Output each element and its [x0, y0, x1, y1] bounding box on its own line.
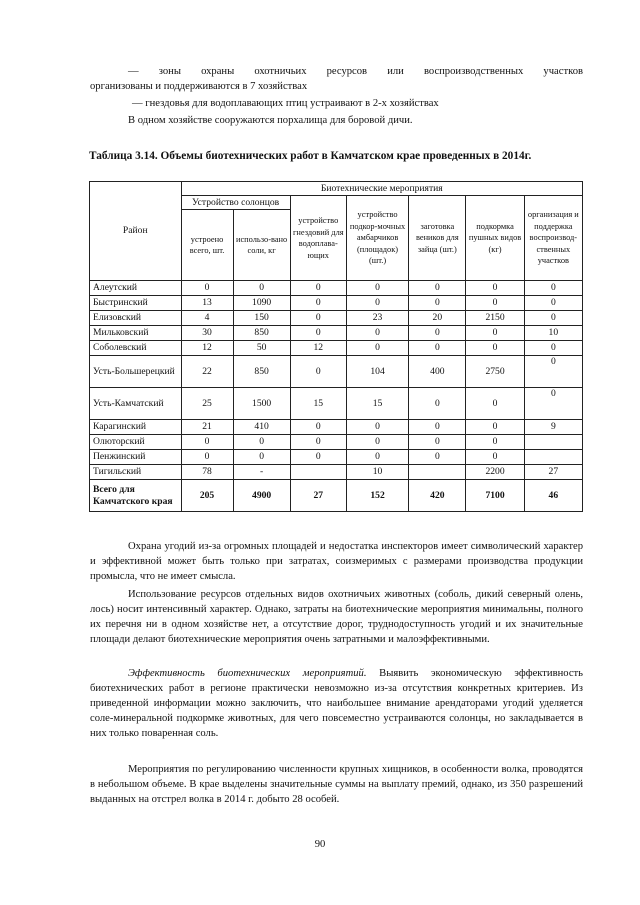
table-row — [90, 311, 583, 326]
row-cell: 0 — [290, 326, 346, 341]
row-cell: 400 — [409, 356, 466, 388]
intro-line-4: В одном хозяйстве сооружаются порхалища для боровой дичи. — [128, 115, 413, 126]
total-cell: 420 — [409, 480, 466, 512]
row-cell: 0 — [346, 281, 408, 296]
row-cell: 0 — [409, 388, 466, 420]
row-region: Тигильский — [90, 465, 182, 480]
row-cell: 4 — [181, 311, 233, 326]
row-cell: 0 — [409, 326, 466, 341]
row-cell: 1500 — [233, 388, 290, 420]
total-cell: 46 — [524, 480, 582, 512]
row-cell: - — [233, 465, 290, 480]
row-cell: 0 — [409, 450, 466, 465]
row-cell: 10 — [346, 465, 408, 480]
row-region: Усть-Большерецкий — [90, 356, 182, 388]
intro-line-3: — гнездовья для водоплавающих птиц устраивают в 2-х хозяйствах — [132, 98, 439, 109]
row-region: Елизовский — [90, 311, 182, 326]
row-cell: 13 — [181, 296, 233, 311]
row-cell: 0 — [233, 281, 290, 296]
row-cell: 0 — [181, 281, 233, 296]
page-number: 90 — [314, 839, 326, 850]
total-cell: 27 — [290, 480, 346, 512]
total-cell: 4900 — [233, 480, 290, 512]
row-cell: 0 — [181, 450, 233, 465]
row-cell: 78 — [181, 465, 233, 480]
header-fur-feed: подкормка пушных видов (кг) — [466, 196, 524, 281]
row-region: Усть-Камчатский — [90, 388, 182, 420]
row-region: Быстринский — [90, 296, 182, 311]
header-built: устроено всего, шт. — [181, 210, 233, 281]
row-cell: 0 — [466, 341, 524, 356]
row-cell: 23 — [346, 311, 408, 326]
row-cell: 0 — [290, 435, 346, 450]
row-cell: 850 — [233, 326, 290, 341]
header-salt-used: использо-вано соли, кг — [233, 210, 290, 281]
table-row — [90, 435, 583, 450]
row-cell: 20 — [409, 311, 466, 326]
table-row — [90, 356, 583, 388]
row-region: Олюторский — [90, 435, 182, 450]
paragraph-3-text: Выявить экономическую эффективность биотехнических работ в регионе практически невозможно из-за отсутствия конкретных критериев. Из приведенной информации можно заключить, что наибольшее внимание арендаторами угодий уделяется соле-минеральной подкормке животных, для чего повсеместно устраиваются солонцы, но закладывается в них только поваренная соль. — [90, 668, 583, 739]
row-cell: 0 — [346, 420, 408, 435]
row-cell: 0 — [466, 281, 524, 296]
header-nests: устройство гнездовий для водоплава-ющих — [290, 196, 346, 281]
header-group: Биотехнические мероприятия — [181, 182, 582, 196]
row-cell: 0 — [524, 341, 582, 356]
row-cell: 0 — [290, 356, 346, 388]
total-region: Всего для Камчатского края — [90, 480, 182, 512]
row-cell: 21 — [181, 420, 233, 435]
row-cell: 0 — [466, 296, 524, 311]
row-cell: 0 — [524, 296, 582, 311]
row-cell: 0 — [466, 450, 524, 465]
paragraph-3-heading: Эффективность биотехнических мероприятий. — [128, 668, 367, 679]
row-cell: 2150 — [466, 311, 524, 326]
row-cell: 0 — [346, 435, 408, 450]
row-cell: 1090 — [233, 296, 290, 311]
row-cell: 0 — [290, 311, 346, 326]
table-row — [90, 465, 583, 480]
row-cell: 15 — [290, 388, 346, 420]
row-cell: 150 — [233, 311, 290, 326]
row-cell: 2200 — [466, 465, 524, 480]
row-cell: 22 — [181, 356, 233, 388]
table-row — [90, 341, 583, 356]
row-cell: 15 — [346, 388, 408, 420]
header-feeders: устройство подкор-мочных амбарчиков (площадок) (шт.) — [346, 196, 408, 281]
row-cell — [409, 465, 466, 480]
row-cell: 0 — [233, 450, 290, 465]
row-cell: 10 — [524, 326, 582, 341]
row-cell: 30 — [181, 326, 233, 341]
biotech-table — [89, 181, 583, 512]
row-cell: 0 — [346, 326, 408, 341]
row-region: Мильковский — [90, 326, 182, 341]
paragraph-3 — [90, 666, 583, 741]
table-row — [90, 296, 583, 311]
row-region: Пенжинский — [90, 450, 182, 465]
header-brooms: заготовка веников для зайца (шт.) — [409, 196, 466, 281]
row-cell: 0 — [466, 388, 524, 420]
row-cell: 0 — [233, 435, 290, 450]
row-cell: 0 — [466, 326, 524, 341]
row-cell: 27 — [524, 465, 582, 480]
row-cell: 0 — [290, 296, 346, 311]
row-cell: 25 — [181, 388, 233, 420]
table-row — [90, 281, 583, 296]
table-row — [90, 450, 583, 465]
row-cell: 2750 — [466, 356, 524, 388]
row-region: Соболевский — [90, 341, 182, 356]
total-cell: 205 — [181, 480, 233, 512]
paragraph-2 — [90, 587, 583, 647]
row-cell: 0 — [346, 296, 408, 311]
total-cell: 152 — [346, 480, 408, 512]
row-cell — [524, 450, 582, 465]
row-cell: 9 — [524, 420, 582, 435]
row-cell: 850 — [233, 356, 290, 388]
row-cell: 0 — [466, 420, 524, 435]
table-row — [90, 388, 583, 420]
row-cell: 0 — [290, 281, 346, 296]
paragraph-2-text: Использование ресурсов отдельных видов охотничьих животных (соболь, дикий северный олень, лось) носит интенсивный характер. Однако, затраты на биотехнические мероприятия минимальны, полного их перечня ни в одном хозяйстве нет, а отсутствие дорог, труднодоступность угодий и их значительные площади делают биотехнические мероприятия очень затратными и малоэффективными. — [90, 589, 583, 645]
row-cell: 104 — [346, 356, 408, 388]
row-cell: 0 — [466, 435, 524, 450]
row-cell: 0 — [409, 420, 466, 435]
table-row — [90, 420, 583, 435]
row-cell: 410 — [233, 420, 290, 435]
row-cell: 0 — [524, 311, 582, 326]
row-cell: 0 — [524, 388, 582, 420]
row-cell: 0 — [346, 341, 408, 356]
row-cell: 0 — [346, 450, 408, 465]
row-cell — [524, 435, 582, 450]
header-salt: Устройство солонцов — [181, 196, 290, 210]
row-cell: 0 — [290, 450, 346, 465]
table-row — [90, 326, 583, 341]
intro-line-2: организованы и поддерживаются в 7 хозяйствах — [90, 81, 308, 92]
row-cell: 12 — [290, 341, 346, 356]
row-cell: 0 — [290, 420, 346, 435]
table-caption: Таблица 3.14. Объемы биотехнических работ в Камчатском крае проведенных в 2014г. — [89, 150, 532, 162]
row-cell: 0 — [409, 341, 466, 356]
row-cell: 0 — [181, 435, 233, 450]
row-cell: 12 — [181, 341, 233, 356]
row-cell: 50 — [233, 341, 290, 356]
paragraph-4: Мероприятия по регулированию численности крупных хищников, в особенности волка, проводятся в небольшом объеме. В крае выделены значительные суммы на выплату премий, однако, из 350 разрешений выданных на отстрел волка в 2014 г. добыто 28 особей. — [90, 764, 583, 805]
row-region: Алеутский — [90, 281, 182, 296]
row-cell: 0 — [409, 281, 466, 296]
row-cell: 0 — [409, 435, 466, 450]
header-reserve: организация и поддержка воспроизвод-ственных участков — [524, 196, 582, 281]
row-cell: 0 — [409, 296, 466, 311]
header-region: Район — [90, 182, 182, 281]
row-cell — [290, 465, 346, 480]
row-cell: 0 — [524, 281, 582, 296]
paragraph-1: Охрана угодий из-за огромных площадей и недостатка инспекторов имеет символический характер и эффективной может быть только при затратах, соизмеримых с размерами производства продукции промысла, что не имеет смысла. — [90, 541, 583, 582]
total-cell: 7100 — [466, 480, 524, 512]
row-region: Карагинский — [90, 420, 182, 435]
intro-line-1: — зоны охраны охотничьих ресурсов или воспроизводственных участков — [128, 66, 583, 77]
row-cell: 0 — [524, 356, 582, 388]
